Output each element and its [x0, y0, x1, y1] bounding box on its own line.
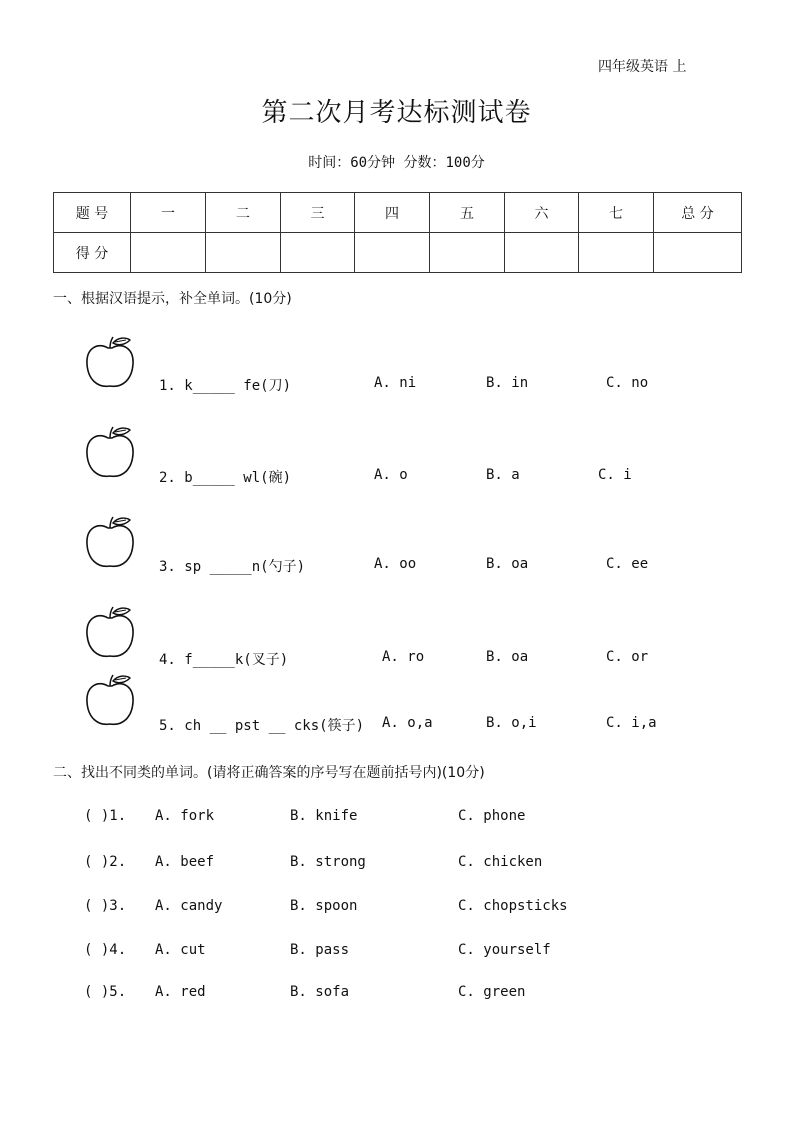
grade-label: 四年级英语 上	[598, 59, 687, 75]
time-score-info: 时间：60分钟 分数：100分	[308, 155, 485, 171]
score-cell[interactable]	[654, 233, 742, 273]
option-b: B. in	[486, 375, 529, 391]
apple-icon	[84, 424, 136, 482]
score-cell[interactable]	[281, 233, 355, 273]
score-cell[interactable]	[206, 233, 281, 273]
option-c: C. no	[606, 375, 649, 391]
section1-heading: 一、根据汉语提示，补全单词。(10分)	[53, 291, 292, 307]
answer-bracket[interactable]: ( )2.	[84, 854, 127, 870]
option-c: C. ee	[606, 556, 649, 572]
table-cell: 总 分	[654, 193, 742, 233]
option-a: A. beef	[155, 854, 215, 870]
answer-bracket[interactable]: ( )4.	[84, 942, 127, 958]
option-b: B. pass	[290, 942, 350, 958]
option-b: B. sofa	[290, 984, 350, 1000]
option-b: B. knife	[290, 808, 358, 824]
option-a: A. oo	[374, 556, 417, 572]
table-cell: 三	[281, 193, 355, 233]
apple-icon	[84, 604, 136, 662]
option-c: C. chicken	[458, 854, 543, 870]
option-a: A. cut	[155, 942, 206, 958]
score-table-score-row	[54, 233, 742, 273]
option-c: C. yourself	[458, 942, 551, 958]
option-c: C. green	[458, 984, 526, 1000]
score-cell[interactable]	[355, 233, 430, 273]
answer-bracket[interactable]: ( )3.	[84, 898, 127, 914]
page-title: 第二次月考达标测试卷	[261, 98, 532, 128]
table-cell: 一	[131, 193, 206, 233]
option-a: A. fork	[155, 808, 215, 824]
option-a: A. ni	[374, 375, 417, 391]
score-cell[interactable]	[579, 233, 654, 273]
apple-icon	[84, 672, 136, 730]
option-b: B. o,i	[486, 715, 537, 731]
question-stem: 5. ch __ pst __ cks(筷子)	[159, 718, 365, 734]
option-b: B. spoon	[290, 898, 358, 914]
option-c: C. i	[598, 467, 632, 483]
option-a: A. o	[374, 467, 408, 483]
option-c: C. or	[606, 649, 649, 665]
option-b: B. a	[486, 467, 520, 483]
score-cell[interactable]	[505, 233, 579, 273]
question-stem: 1. k_____ fe(刀)	[159, 378, 292, 394]
option-c: C. chopsticks	[458, 898, 568, 914]
option-c: C. i,a	[606, 715, 657, 731]
option-b: B. oa	[486, 649, 529, 665]
table-cell: 得 分	[54, 233, 131, 273]
table-cell: 四	[355, 193, 430, 233]
section2-heading: 二、找出不同类的单词。(请将正确答案的序号写在题前括号内)(10分)	[53, 765, 485, 781]
option-a: A. o,a	[382, 715, 433, 731]
table-cell: 二	[206, 193, 281, 233]
score-cell[interactable]	[430, 233, 505, 273]
table-cell: 题 号	[54, 193, 131, 233]
option-a: A. ro	[382, 649, 425, 665]
option-a: A. red	[155, 984, 206, 1000]
score-table	[53, 192, 742, 273]
score-cell[interactable]	[131, 233, 206, 273]
table-cell: 六	[505, 193, 579, 233]
question-stem: 2. b_____ wl(碗)	[159, 470, 292, 486]
table-cell: 五	[430, 193, 505, 233]
question-stem: 4. f_____k(叉子)	[159, 652, 289, 668]
score-table-header-row	[54, 193, 742, 233]
apple-icon	[84, 514, 136, 572]
answer-bracket[interactable]: ( )5.	[84, 984, 127, 1000]
option-b: B. oa	[486, 556, 529, 572]
option-a: A. candy	[155, 898, 223, 914]
answer-bracket[interactable]: ( )1.	[84, 808, 127, 824]
question-stem: 3. sp _____n(勺子)	[159, 559, 306, 575]
table-cell: 七	[579, 193, 654, 233]
option-c: C. phone	[458, 808, 526, 824]
option-b: B. strong	[290, 854, 366, 870]
apple-icon	[84, 334, 136, 392]
